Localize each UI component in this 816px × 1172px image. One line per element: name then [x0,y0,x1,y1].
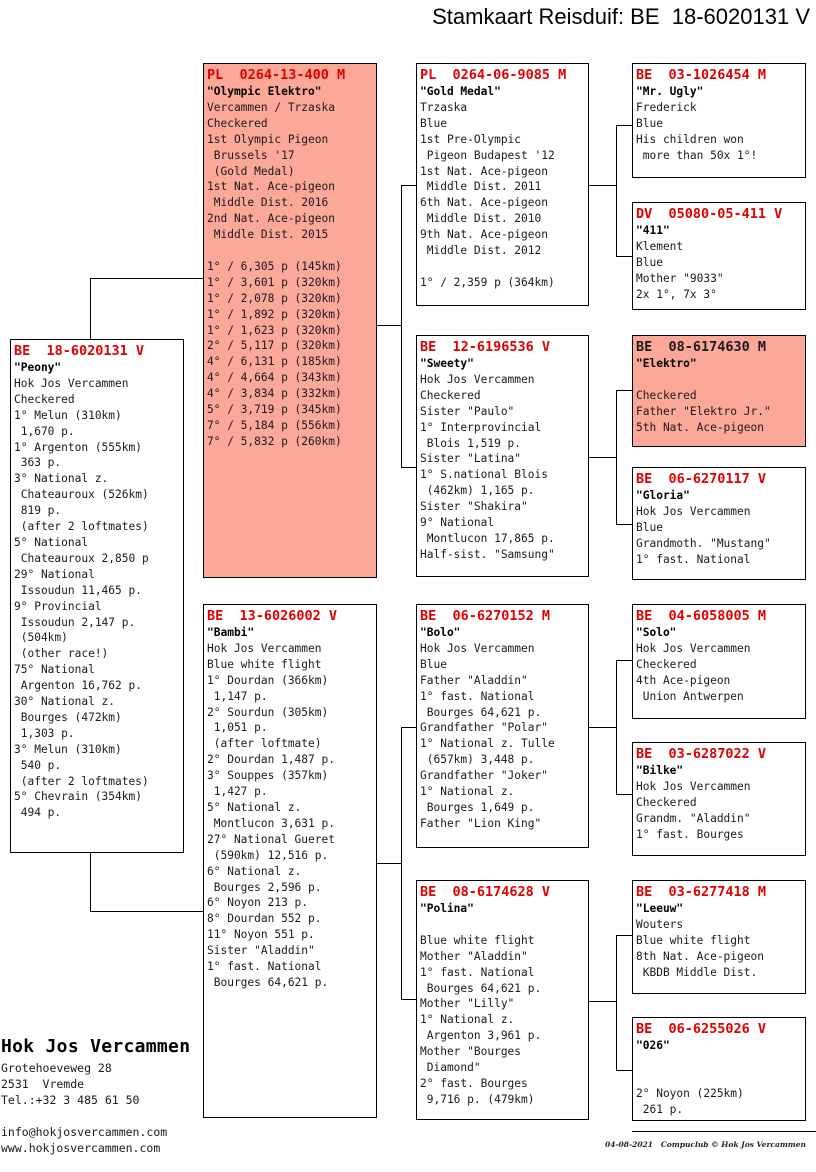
pigeon-detail-line: 1° / 1,623 p (320km) [207,323,342,337]
connector-line [376,863,401,864]
pigeon-detail-line: 1° / 3,601 p (320km) [207,275,342,289]
pigeon-detail-line: Checkered [636,388,697,402]
pigeon-card-fmm [632,467,806,580]
pigeon-detail-line: 5th Nat. Ace-pigeon [636,420,764,434]
pigeon-detail-line: Middle Dist. 2011 [420,180,542,194]
ring-number: BE 12-6196536 V [420,339,551,355]
pigeon-detail-line: Chateauroux 2,850 p [14,551,149,565]
ring-number: PL 0264-13-400 M [207,67,346,83]
pigeon-card-mfm [632,742,806,856]
credit-text: Compuclub © Hok Jos Vercammen [660,1140,806,1149]
pigeon-name: "Peony" [14,361,62,374]
pigeon-detail-line: 1st Nat. Ace-pigeon [420,164,548,178]
pigeon-detail-line: 4° / 4,664 p (343km) [207,371,342,385]
pigeon-detail-line: Sister "Latina" [420,452,522,466]
pigeon-detail-line: 1st Olympic Pigeon [207,132,329,146]
pigeon-card-mmm [632,1017,806,1121]
connector-line [616,125,617,256]
pigeon-detail-line: Issoudun 2,147 p. [14,615,136,629]
spacer [636,1070,805,1086]
pigeon-detail-line: 363 p. [14,456,62,470]
pigeon-detail-line: Middle Dist. 2016 [207,196,329,210]
pigeon-detail-line: Montlucon 17,865 p. [420,531,555,545]
pigeon-detail-line: Trzaska [420,100,468,114]
pigeon-detail-line: Montlucon 3,631 p. [207,816,335,830]
pigeon-name: "411" [636,224,670,237]
pigeon-card-father [203,63,377,578]
connector-line [616,935,617,1070]
print-info [605,1140,806,1149]
pigeon-name: "Olympic Elektro" [207,85,322,98]
pigeon-detail-line: 2x 1°, 7x 3° [636,287,717,301]
ring-number: BE 08-6174630 M [636,339,767,355]
pigeon-detail-line: Hok Jos Vercammen [420,372,535,386]
pigeon-detail-line: Bourges 64,621 p. [207,975,329,989]
pigeon-detail-line: Checkered [14,392,75,406]
pigeon-detail-line: 3° National z. [14,472,109,486]
pigeon-detail-line: Blue [636,520,663,534]
ring-number: BE 06-6270117 V [636,471,767,487]
pigeon-detail-line: Sister "Paulo" [420,404,515,418]
pigeon-detail-line: Vercammen / Trzaska [207,100,335,114]
email-link[interactable]: info@hokjosvercammen.com [1,1125,168,1139]
pigeon-detail-line: Blue [636,116,663,130]
pigeon-detail-line: 2° Sourdun (305km) [207,705,329,719]
pigeon-detail-line: 261 p. [636,1102,684,1116]
pigeon-detail-line: Blue white flight [207,657,322,671]
pigeon-detail-line: 3° Souppes (357km) [207,769,329,783]
pigeon-detail-line: Middle Dist. 2012 [420,244,542,258]
pigeon-card-mother-mother [416,880,589,1120]
pigeon-detail-line: Bourges (472km) [14,710,122,724]
pigeon-name: "Bilke" [636,764,684,777]
pigeon-name: "Solo" [636,626,677,639]
pigeon-detail-line: 5° Chevrain (354km) [14,790,142,804]
pigeon-detail-line: 6° Noyon 213 p. [207,896,309,910]
pigeon-detail-line: Middle Dist. 2015 [207,228,329,242]
ring-number: PL 0264-06-9085 M [420,67,567,83]
pigeon-detail-line: Hok Jos Vercammen [636,504,751,518]
pigeon-detail-line: 5° National z. [207,800,302,814]
connector-line [401,467,417,468]
pigeon-detail-line: Wouters [636,917,684,931]
ring-number: BE 13-6026002 V [207,608,338,624]
connector-line [616,660,633,661]
connector-line [616,1070,633,1071]
pigeon-detail-line: (657km) 3,448 p. [420,753,535,767]
connector-line [616,125,633,126]
pigeon-detail-line: Bourges 64,621 p. [420,981,542,995]
pigeon-detail-line: (after 2 loftmates) [14,774,149,788]
pigeon-detail-line: Union Antwerpen [636,689,744,703]
pigeon-detail-line: Frederick [636,100,697,114]
pigeon-name: "Leeuw" [636,902,684,915]
website-link[interactable]: www.hokjosvercammen.com [1,1141,161,1155]
pigeon-detail-line: 2° / 5,117 p (320km) [207,339,342,353]
pigeon-detail-line: 1,303 p. [14,726,75,740]
pigeon-detail-line: (590km) 12,516 p. [207,848,329,862]
pigeon-card-mother [203,604,377,1118]
connector-line [401,185,417,186]
pigeon-detail-line: Diamond" [420,1061,481,1075]
connector-line [90,278,204,279]
pigeon-detail-line: 4° / 3,834 p (332km) [207,387,342,401]
pigeon-detail-line: Blue white flight [420,933,535,947]
pigeon-detail-line: 8th Nat. Ace-pigeon [636,949,764,963]
pigeon-detail-line: 1° fast. Bourges [636,827,744,841]
pigeon-detail-line: (504km) [14,631,68,645]
pigeon-detail-line: His children won [636,132,744,146]
pigeon-detail-line: Bourges 64,621 p. [420,705,542,719]
connector-line [616,935,633,936]
pigeon-detail-line: (other race!) [14,647,109,661]
pigeon-detail-line: Hok Jos Vercammen [636,779,751,793]
pigeon-detail-line: 11° Noyon 551 p. [207,928,315,942]
address-city: 2531 Vremde [1,1077,85,1091]
pigeon-name: "Bambi" [207,626,255,639]
pigeon-detail-line: 1,051 p. [207,721,268,735]
pigeon-detail-line: 3° Melun (310km) [14,742,122,756]
page-title: Stamkaart Reisduif: BE 18-6020131 V [432,4,810,29]
ring-number: DV 05080-05-411 V [636,206,783,222]
pigeon-detail-line: 1° fast. National [420,689,535,703]
pigeon-detail-line: Half-sist. "Samsung" [420,547,555,561]
ring-number: BE 06-6255026 V [636,1021,767,1037]
pigeon-name: "Bolo" [420,626,461,639]
pigeon-detail-line: 1° National z. Tulle [420,737,555,751]
pigeon-detail-line: Checkered [636,795,697,809]
ring-number: BE 08-6174628 V [420,884,551,900]
pigeon-card-father-father [416,63,589,306]
pigeon-detail-line: Father "Lion King" [420,816,542,830]
pigeon-detail-line: (after 2 loftmates) [14,520,149,534]
pigeon-detail-line: 1° / 1,892 p (320km) [207,307,342,321]
pigeon-detail-line: 5° National [14,535,89,549]
pigeon-detail-line: Sister "Shakira" [420,500,528,514]
pigeon-detail-line: 27° National Gueret [207,832,335,846]
pigeon-detail-line: 1° / 2,359 p (364km) [420,275,555,289]
connector-line [90,851,91,912]
spacer [636,372,805,388]
pigeon-detail-line: 1° Interprovincial [420,420,542,434]
spacer [420,259,588,275]
connector-line [401,727,402,1000]
pigeon-name: "Polina" [420,902,474,915]
pigeon-detail-line: 9th Nat. Ace-pigeon [420,228,548,242]
pigeon-detail-line: Mother "Bourges [420,1045,522,1059]
ring-number: BE 03-1026454 M [636,67,767,83]
connector-line [616,390,617,524]
pigeon-detail-line: 1° S.national Blois [420,468,548,482]
pigeon-detail-line: 2° Dourdan 1,487 p. [207,753,335,767]
pigeon-detail-line: (Gold Medal) [207,164,295,178]
pigeon-name: "Gloria" [636,489,690,502]
pigeon-detail-line: 2° Noyon (225km) [636,1086,744,1100]
ring-number: BE 03-6277418 M [636,884,767,900]
pigeon-detail-line: Blue white flight [636,933,751,947]
pigeon-detail-line: 4° / 6,131 p (185km) [207,355,342,369]
pigeon-detail-line: Checkered [420,388,481,402]
spacer [420,917,588,933]
pigeon-detail-line: 6th Nat. Ace-pigeon [420,196,548,210]
pigeon-detail-line: KBDB Middle Dist. [636,965,758,979]
pigeon-name: "Gold Medal" [420,85,501,98]
pigeon-detail-line: Blue [636,255,663,269]
connector-line [616,390,633,391]
pigeon-card-mmf [632,880,806,994]
pigeon-detail-line: Checkered [636,657,697,671]
pigeon-detail-line: Grandfather "Joker" [420,769,548,783]
pigeon-card-mother-father [416,604,589,848]
pigeon-detail-line: Brussels '17 [207,148,295,162]
connector-line [616,256,633,257]
pigeon-detail-line: Sister "Aladdin" [207,944,315,958]
pigeon-detail-line: 1° Argenton (555km) [14,440,142,454]
pigeon-name: "Sweety" [420,357,474,370]
pigeon-detail-line: Hok Jos Vercammen [14,376,129,390]
pigeon-detail-line: Grandmoth. "Mustang" [636,536,771,550]
connector-line [588,185,616,186]
pigeon-detail-line: Argenton 16,762 p. [14,679,142,693]
pigeon-detail-line: 7° / 5,184 p (556km) [207,419,342,433]
pigeon-card-subject [10,339,184,853]
pigeon-detail-line: 30° National z. [14,695,116,709]
pigeon-detail-line: Bourges 1,649 p. [420,800,535,814]
connector-line [616,524,633,525]
pigeon-detail-line: 4th Ace-pigeon [636,673,731,687]
pigeon-detail-line: 540 p. [14,758,62,772]
pigeon-detail-line: Hok Jos Vercammen [636,641,751,655]
ring-number: BE 18-6020131 V [14,343,145,359]
pigeon-detail-line: Argenton 3,961 p. [420,1029,542,1043]
connector-line [90,278,91,340]
pigeon-detail-line: Blue [420,116,447,130]
connector-line [588,727,616,728]
connector-line [588,457,616,458]
ring-number: BE 04-6058005 M [636,608,767,624]
pigeon-detail-line: (462km) 1,165 p. [420,484,535,498]
pigeon-detail-line: Mother "Lilly" [420,997,515,1011]
pigeon-detail-line: 1° fast. National [207,960,322,974]
connector-line [401,999,417,1000]
pigeon-card-father-mother [416,335,589,577]
pigeon-detail-line: Mother "9033" [636,271,724,285]
pigeon-detail-line: 75° National [14,663,95,677]
pigeon-detail-line: 5° / 3,719 p (345km) [207,403,342,417]
pigeon-detail-line: 9° National [420,516,495,530]
pigeon-detail-line: 1° National z. [420,785,515,799]
pigeon-detail-line: more than 50x 1°! [636,148,758,162]
connector-line [401,185,402,467]
ring-number: BE 06-6270152 M [420,608,551,624]
pigeon-detail-line: Blue [420,657,447,671]
pigeon-detail-line: 1° National z. [420,1013,515,1027]
pigeon-detail-line: 1st Pre-Olympic [420,132,522,146]
pigeon-detail-line: 1st Nat. Ace-pigeon [207,180,335,194]
pigeon-detail-line: 29° National [14,567,95,581]
pigeon-detail-line: 1,670 p. [14,424,75,438]
pigeon-detail-line: 1° / 2,078 p (320km) [207,291,342,305]
pigeon-detail-line: 7° / 5,832 p (260km) [207,434,342,448]
pigeon-detail-line: Issoudun 11,465 p. [14,583,142,597]
connector-line [616,660,617,794]
pigeon-detail-line: Chateauroux (526km) [14,488,149,502]
spacer [207,243,376,259]
pigeon-detail-line: Pigeon Budapest '12 [420,148,555,162]
pigeon-detail-line: 1° Dourdan (366km) [207,673,329,687]
ring-number: BE 03-6287022 V [636,746,767,762]
pigeon-detail-line: 1° Melun (310km) [14,408,122,422]
pigeon-detail-line: Mother "Aladdin" [420,949,528,963]
pigeon-card-mff [632,604,806,719]
spacer [636,1054,805,1070]
pigeon-name: "Mr. Ugly" [636,85,704,98]
loft-name: Hok Jos Vercammen [1,1036,191,1057]
pigeon-detail-line: 494 p. [14,806,62,820]
phone-number: Tel.:+32 3 485 61 50 [1,1093,140,1107]
footer-divider [632,1131,816,1132]
pigeon-detail-line: Klement [636,239,684,253]
connector-line [588,1001,616,1002]
connector-line [616,794,633,795]
pigeon-detail-line: 819 p. [14,504,62,518]
pigeon-detail-line: 2nd Nat. Ace-pigeon [207,212,335,226]
address-street: Grotehoeveweg 28 [1,1061,112,1075]
pigeon-detail-line: 8° Dourdan 552 p. [207,912,322,926]
pigeon-detail-line: Bourges 2,596 p. [207,880,322,894]
connector-line [90,911,204,912]
pigeon-detail-line: 9° Provincial [14,599,102,613]
pigeon-detail-line: Hok Jos Vercammen [207,641,322,655]
pigeon-detail-line: 1,147 p. [207,689,268,703]
connector-line [376,325,401,326]
pigeon-detail-line: Grandm. "Aladdin" [636,811,751,825]
pigeon-detail-line: Father "Aladdin" [420,673,528,687]
pigeon-detail-line: Hok Jos Vercammen [420,641,535,655]
pigeon-detail-line: Grandfather "Polar" [420,721,548,735]
pigeon-detail-line: 1° fast. National [420,965,535,979]
pigeon-card-fff [632,63,806,178]
print-date: 04-08-2021 [605,1140,653,1149]
pigeon-detail-line: 6° National z. [207,864,302,878]
pigeon-detail-line: Middle Dist. 2010 [420,212,542,226]
pigeon-detail-line: 1° / 6,305 p (145km) [207,259,342,273]
pigeon-detail-line: Father "Elektro Jr." [636,404,771,418]
pigeon-name: "026" [636,1039,670,1052]
pigeon-detail-line: 1° fast. National [636,552,751,566]
pigeon-detail-line: 1,427 p. [207,785,268,799]
pigeon-name: "Elektro" [636,357,697,370]
pigeon-detail-line: 2° fast. Bourges [420,1076,528,1090]
pigeon-detail-line: Blois 1,519 p. [420,436,522,450]
pigeon-detail-line: 9,716 p. (479km) [420,1092,535,1106]
pigeon-detail-line: Checkered [207,116,268,130]
connector-line [401,727,417,728]
pigeon-card-ffm [632,202,806,310]
pigeon-card-fmf [632,335,806,447]
pigeon-detail-line: (after loftmate) [207,737,322,751]
